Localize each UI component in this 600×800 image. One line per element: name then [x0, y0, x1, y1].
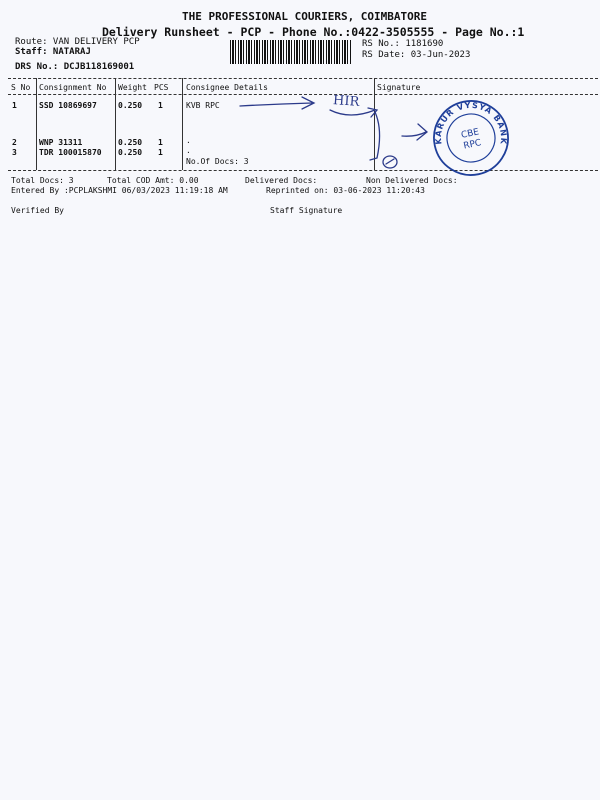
non-delivered-docs: Non Delivered Docs: [366, 176, 458, 185]
arrow-line [240, 103, 312, 106]
no-of-docs: No.Of Docs: 3 [186, 157, 249, 166]
barcode [230, 40, 352, 64]
row-weight: 0.250 [118, 138, 143, 147]
row-weight: 0.250 [118, 101, 143, 110]
route-label: Route: VAN DELIVERY PCP [15, 37, 140, 47]
row-pcs: 1 [158, 138, 163, 147]
col-header-pcs: PCS [154, 83, 169, 92]
stamp-center-line2: RPC [462, 138, 483, 152]
col-header-consignee: Consignee Details [186, 83, 268, 92]
company-name: THE PROFESSIONAL COURIERS, COIMBATORE [182, 10, 428, 23]
row-pcs: 1 [158, 101, 163, 110]
handwritten-note: HIR [332, 93, 360, 110]
stamp-ring-text: KARUR VYSYA BANK [433, 100, 509, 146]
col-header-weight: Weight [118, 83, 147, 92]
reprinted-on: Reprinted on: 03-06-2023 11:20:43 [266, 186, 425, 195]
stamp-center-line1: CBE [460, 127, 481, 141]
col-header-signature: Signature [377, 83, 421, 92]
delivered-docs: Delivered Docs: [245, 176, 318, 185]
rs-date: RS Date: 03-Jun-2023 [362, 50, 471, 60]
staff-label: Staff: NATARAJ [15, 47, 91, 57]
row-consignee: KVB RPC [186, 101, 220, 110]
row-sno: 3 [12, 148, 17, 157]
row-sno: 1 [12, 101, 17, 110]
row-consignment: SSD 10869697 [39, 101, 97, 110]
row-consignment: WNP 31311 [39, 138, 83, 147]
row-sno: 2 [12, 138, 17, 147]
runsheet-title: Delivery Runsheet - PCP - Phone No.:0422-3505555 - Page No.:1 [102, 25, 525, 39]
row-pcs: 1 [158, 148, 163, 157]
col-divider [36, 78, 37, 170]
row-weight: 0.250 [118, 148, 143, 157]
rs-number: RS No.: 1181690 [362, 39, 444, 49]
drs-number: DRS No.: DCJB118169001 [15, 62, 135, 72]
handwriting-marks [180, 90, 600, 180]
total-docs: Total Docs: 3 [11, 176, 74, 185]
row-consignment: TDR 100015870 [39, 148, 102, 157]
verified-by: Verified By [11, 206, 64, 215]
entered-by: Entered By :PCPLAKSHMI 06/03/2023 11:19:18 AM [11, 186, 228, 195]
table-top-rule [8, 78, 598, 79]
bank-stamp [430, 97, 512, 179]
col-divider [115, 78, 116, 170]
total-cod: Total COD Amt: 0.00 [107, 176, 199, 185]
staff-signature: Staff Signature [270, 206, 343, 215]
col-header-consignment: Consignment No [39, 83, 107, 92]
col-header-sno: S No [11, 83, 31, 92]
row-consignee: . [186, 136, 191, 145]
row-consignee: . [186, 146, 191, 155]
